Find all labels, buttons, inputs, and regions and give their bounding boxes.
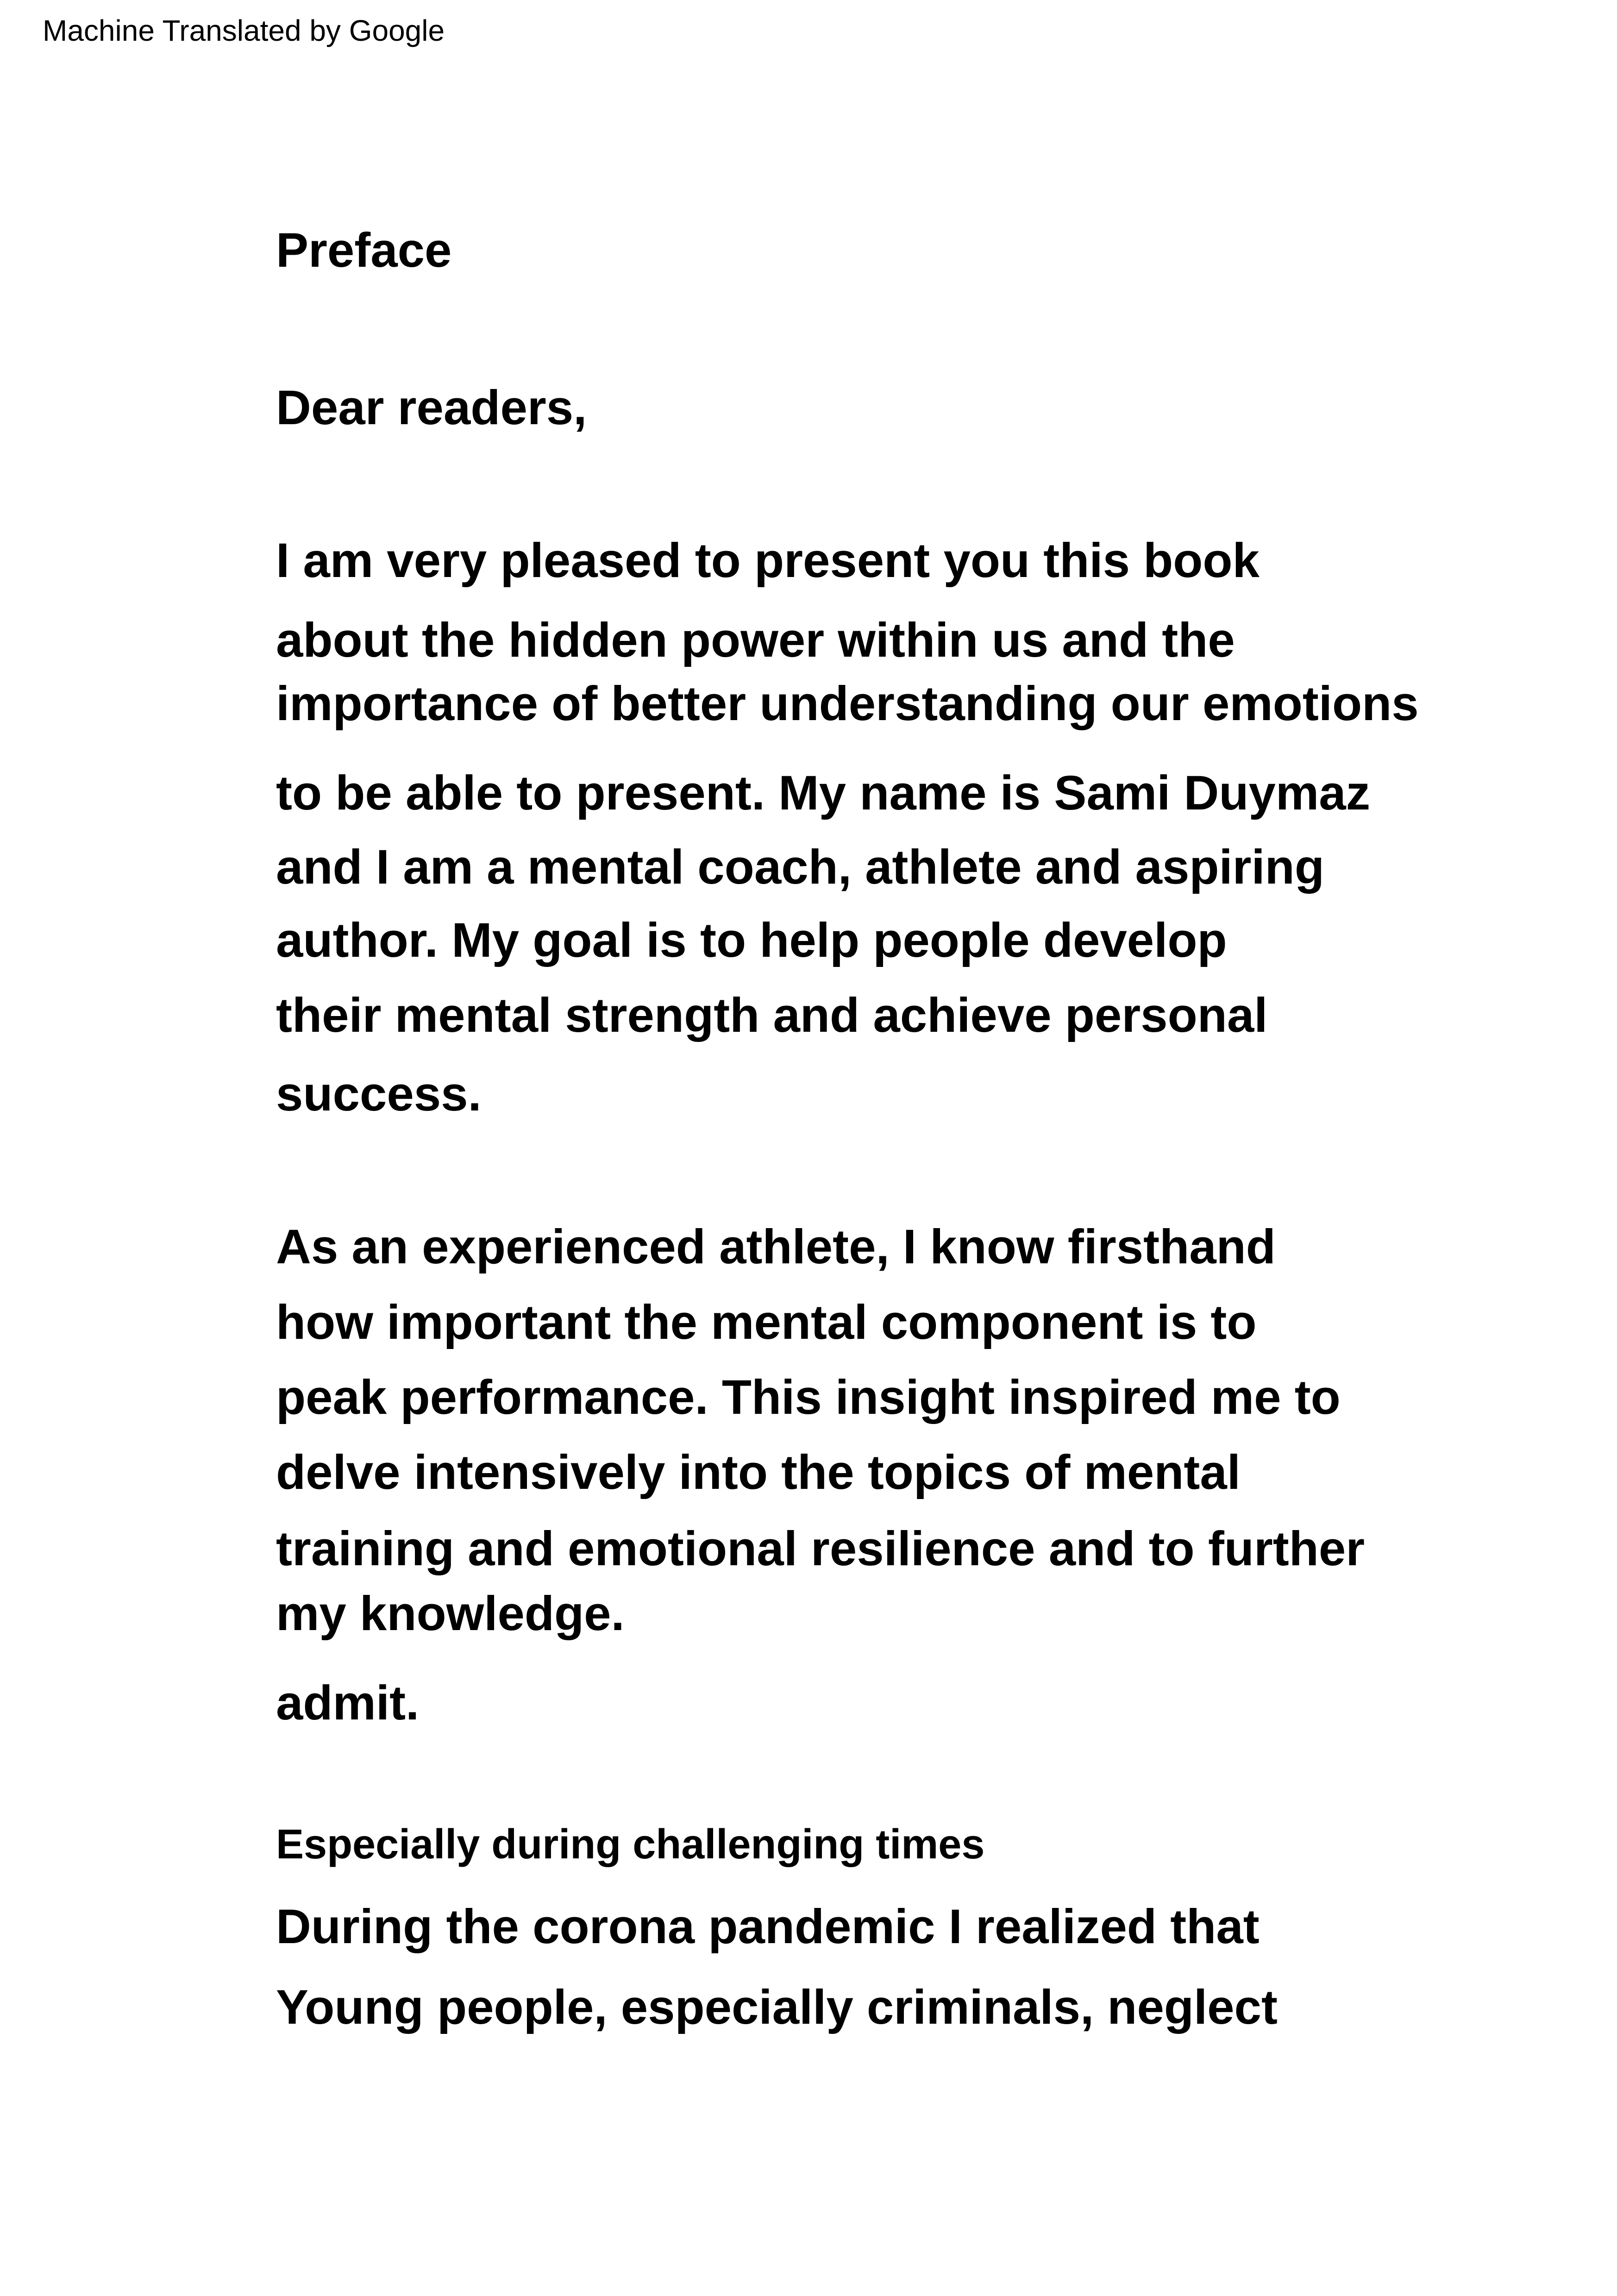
paragraph-line: about the hidden power within us and the: [276, 613, 1235, 667]
paragraph-line: importance of better understanding our emotions: [276, 677, 1419, 731]
paragraph-line: how important the mental component is to: [276, 1295, 1257, 1349]
document-title: Preface: [276, 223, 452, 277]
paragraph-line: I am very pleased to present you this book: [276, 533, 1260, 588]
paragraph-line: Young people, especially criminals, neglect: [276, 1980, 1278, 2034]
paragraph-line: admit.: [276, 1676, 420, 1730]
paragraph-line: As an experienced athlete, I know firsthand: [276, 1220, 1276, 1274]
paragraph-line: success.: [276, 1067, 482, 1121]
subheading: Especially during challenging times: [276, 1821, 985, 1868]
paragraph-line: During the corona pandemic I realized that: [276, 1900, 1260, 1954]
paragraph-line: my knowledge.: [276, 1587, 625, 1641]
salutation: Dear readers,: [276, 381, 587, 435]
paragraph-line: to be able to present. My name is Sami Duymaz: [276, 766, 1371, 820]
translation-note: Machine Translated by Google: [43, 14, 445, 47]
paragraph-line: their mental strength and achieve personal: [276, 988, 1268, 1042]
paragraph-line: and I am a mental coach, athlete and aspiring: [276, 840, 1324, 894]
paragraph-line: training and emotional resilience and to further: [276, 1522, 1365, 1576]
paragraph-line: peak performance. This insight inspired me to: [276, 1370, 1341, 1424]
paragraph-line: author. My goal is to help people develop: [276, 913, 1227, 967]
paragraph-line: delve intensively into the topics of mental: [276, 1445, 1241, 1499]
